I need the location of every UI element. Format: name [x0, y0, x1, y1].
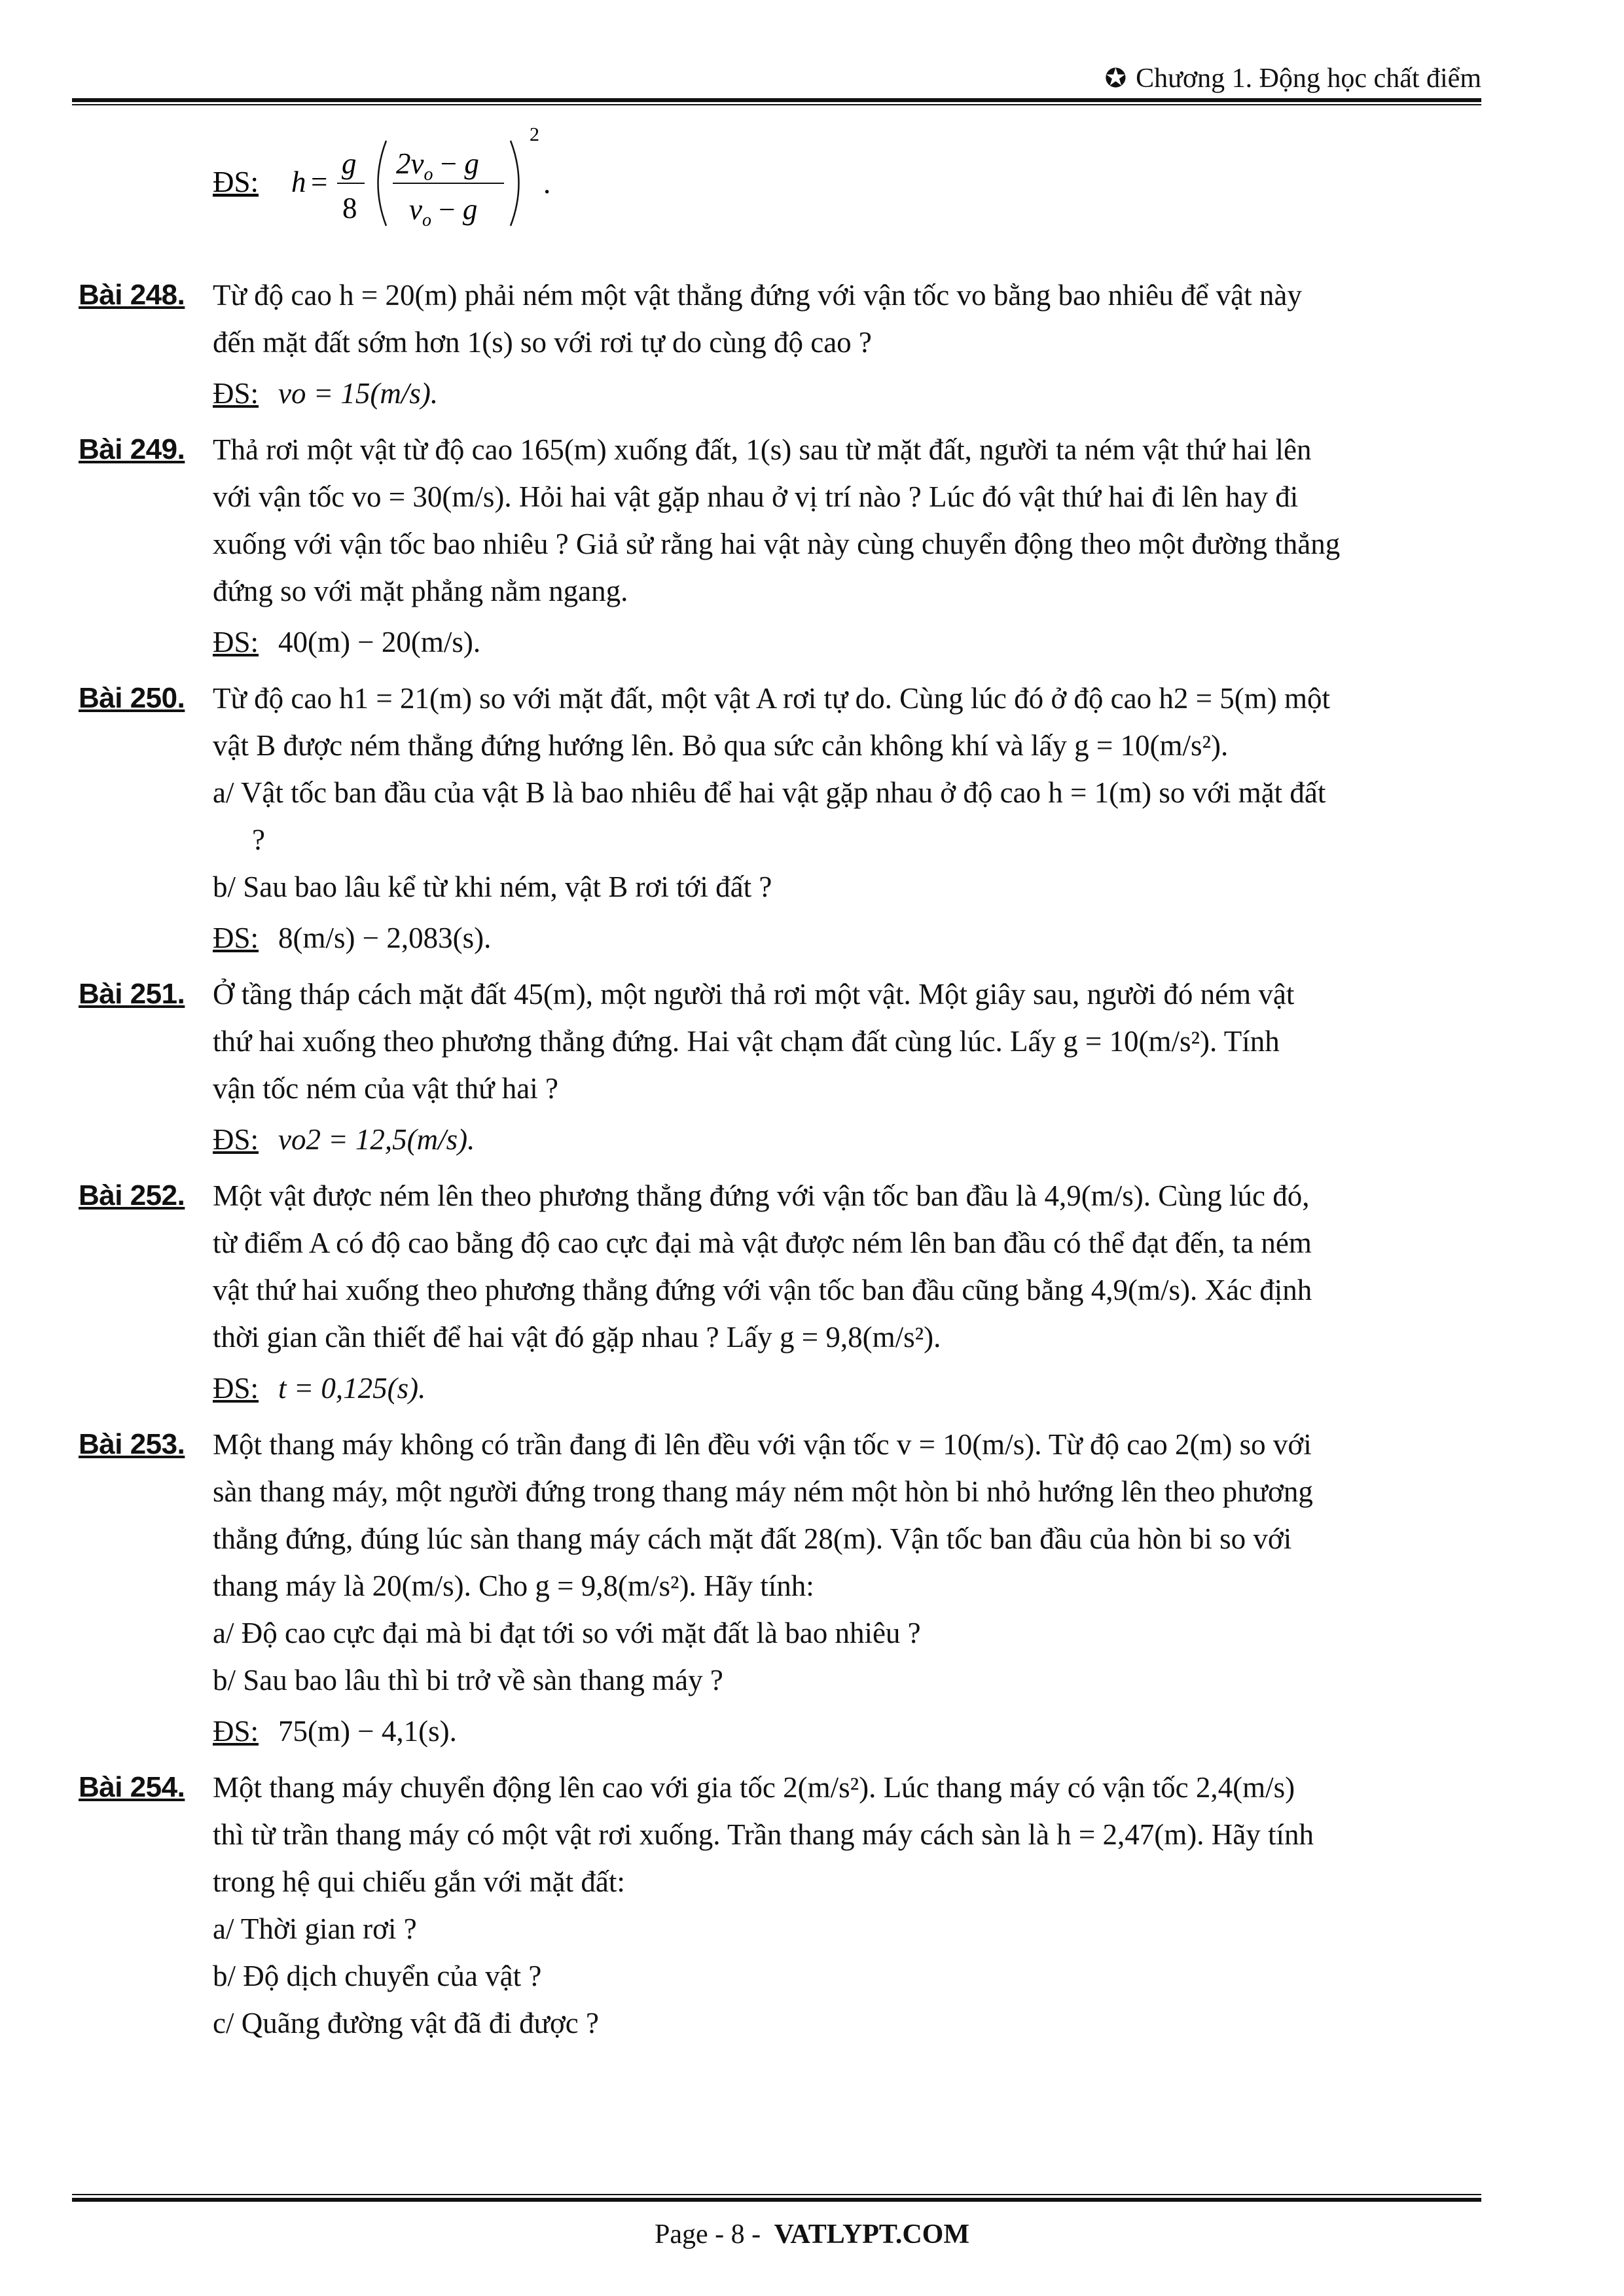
problem-label: Bài 253.	[79, 1428, 185, 1460]
footer-rule	[72, 2198, 1481, 2202]
svg-text:h: h	[291, 166, 306, 198]
subquestion: a/ Vật tốc ban đầu của vật B là bao nhiêu để hai vật gặp nhau ở độ cao h = 1(m) so với mặt đất	[213, 776, 1326, 809]
problem-line: đứng so với mặt phẳng nằm ngang.	[213, 575, 628, 607]
subquestion: b/ Độ dịch chuyển của vật ?	[213, 1960, 542, 1992]
problem-line: Thả rơi một vật từ độ cao 165(m) xuống đất, 1(s) sau từ mặt đất, người ta ném vật thứ hai lên	[213, 433, 1312, 466]
svg-text:.: .	[543, 167, 551, 200]
problem-line: Một vật được ném lên theo phương thẳng đứng với vận tốc ban đầu là 4,9(m/s). Cùng lúc đó,	[213, 1179, 1310, 1212]
problem-line: với vận tốc vo = 30(m/s). Hỏi hai vật gặp nhau ở vị trí nào ? Lúc đó vật thứ hai đi lên hay đi	[213, 480, 1299, 513]
answer-line: ĐS: 75(m) − 4,1(s).	[213, 1715, 457, 1748]
svg-text:=: =	[311, 166, 328, 198]
problem-249	[79, 426, 1486, 666]
svg-text:ĐS:: ĐS:	[213, 166, 259, 198]
problem-line: xuống với vận tốc bao nhiêu ? Giả sử rằng hai vật này cùng chuyển động theo một đường thẳng	[213, 528, 1341, 560]
subquestion: a/ Thời gian rơi ?	[213, 1912, 417, 1945]
page-number: Page - 8 -	[655, 2219, 761, 2250]
chapter-title: ✪ Chương 1. Động học chất điểm	[1104, 63, 1481, 94]
problem-line: Từ độ cao h = 20(m) phải ném một vật thẳng đứng với vận tốc vo bằng bao nhiêu để vật này	[213, 279, 1302, 312]
problem-248	[79, 272, 1486, 417]
answer-line: ĐS: vo2 = 12,5(m/s).	[213, 1123, 475, 1156]
subquestion: c/ Quãng đường vật đã đi được ?	[213, 2007, 599, 2039]
footer-rule-thin	[72, 2194, 1481, 2195]
problem-line: Ở tầng tháp cách mặt đất 45(m), một người thả rơi một vật. Một giây sau, người đó ném vật	[213, 978, 1295, 1011]
subquestion: b/ Sau bao lâu kể từ khi ném, vật B rơi tới đất ?	[213, 870, 772, 903]
answer-formula	[213, 121, 802, 265]
problem-label: Bài 249.	[79, 433, 185, 465]
svg-text:2: 2	[530, 124, 539, 145]
problem-line: từ điểm A có độ cao bằng độ cao cực đại mà vật được ném lên ban đầu có thể đạt đến, ta ném	[213, 1227, 1312, 1259]
problem-line: trong hệ qui chiếu gắn với mặt đất:	[213, 1865, 625, 1898]
problem-line: thứ hai xuống theo phương thẳng đứng. Hai vật chạm đất cùng lúc. Lấy g = 10(m/s²). Tính	[213, 1025, 1280, 1058]
problem-251	[79, 971, 1486, 1163]
problem-label: Bài 251.	[79, 978, 185, 1010]
problem-line: Một thang máy chuyển động lên cao với gia tốc 2(m/s²). Lúc thang máy có vận tốc 2,4(m/s)	[213, 1771, 1295, 1804]
answer-line: ĐS: vo = 15(m/s).	[213, 377, 439, 410]
problem-line: vận tốc ném của vật thứ hai ?	[213, 1072, 558, 1105]
subquestion: ?	[252, 823, 265, 856]
page-footer	[0, 2219, 1624, 2250]
answer-line: ĐS: 8(m/s) − 2,083(s).	[213, 922, 492, 954]
problem-250	[79, 675, 1486, 961]
answer-line: ĐS: 40(m) − 20(m/s).	[213, 626, 481, 658]
problem-line: đến mặt đất sớm hơn 1(s) so với rơi tự do cùng độ cao ?	[213, 326, 872, 359]
problem-line: thì từ trần thang máy có một vật rơi xuống. Trần thang máy cách sàn là h = 2,47(m). Hãy tính	[213, 1818, 1314, 1851]
problem-label: Bài 250.	[79, 682, 185, 714]
problem-line: Từ độ cao h1 = 21(m) so với mặt đất, một vật A rơi tự do. Cùng lúc đó ở độ cao h2 = 5(m) một	[213, 682, 1330, 715]
problem-line: thời gian cần thiết để hai vật đó gặp nhau ? Lấy g = 9,8(m/s²).	[213, 1321, 941, 1354]
svg-text:g: g	[342, 147, 357, 180]
problem-252	[79, 1172, 1486, 1412]
star-icon: ✪	[1104, 63, 1127, 93]
site-link[interactable]: VATLYPT.COM	[774, 2219, 969, 2250]
svg-text:2vo − g: $2v_o - g$	[396, 147, 479, 185]
problem-line: vật thứ hai xuống theo phương thẳng đứng với vận tốc ban đầu cũng bằng 4,9(m/s). Xác định	[213, 1274, 1312, 1306]
problem-label: Bài 254.	[79, 1771, 185, 1803]
header-rule-thin	[72, 104, 1481, 105]
problem-line: sàn thang máy, một người đứng trong thang máy ném một hòn bi nhỏ hướng lên theo phương	[213, 1475, 1313, 1508]
answer-line: ĐS: t = 0,125(s).	[213, 1372, 426, 1405]
problem-254	[79, 1764, 1486, 2047]
problem-253	[79, 1421, 1486, 1755]
problem-label: Bài 248.	[79, 279, 185, 311]
subquestion: a/ Độ cao cực đại mà bi đạt tới so với mặt đất là bao nhiêu ?	[213, 1617, 921, 1649]
subquestion: b/ Sau bao lâu thì bi trở về sàn thang máy ?	[213, 1664, 723, 1696]
problem-line: thẳng đứng, đúng lúc sàn thang máy cách mặt đất 28(m). Vận tốc ban đầu của hòn bi so với	[213, 1522, 1292, 1555]
problem-line: Một thang máy không có trần đang đi lên đều với vận tốc v = 10(m/s). Từ độ cao 2(m) so với	[213, 1428, 1312, 1461]
svg-text:vo − g: $v_o - g$	[409, 193, 478, 230]
problem-line: thang máy là 20(m/s). Cho g = 9,8(m/s²). Hãy tính:	[213, 1570, 814, 1602]
problem-list	[79, 121, 1486, 2056]
problem-line: vật B được ném thẳng đứng hướng lên. Bỏ qua sức cản không khí và lấy g = 10(m/s²).	[213, 729, 1229, 762]
problem-label: Bài 252.	[79, 1179, 185, 1211]
header-rule	[72, 98, 1481, 102]
previous-answer	[79, 121, 1486, 272]
svg-text:8: 8	[342, 192, 357, 224]
